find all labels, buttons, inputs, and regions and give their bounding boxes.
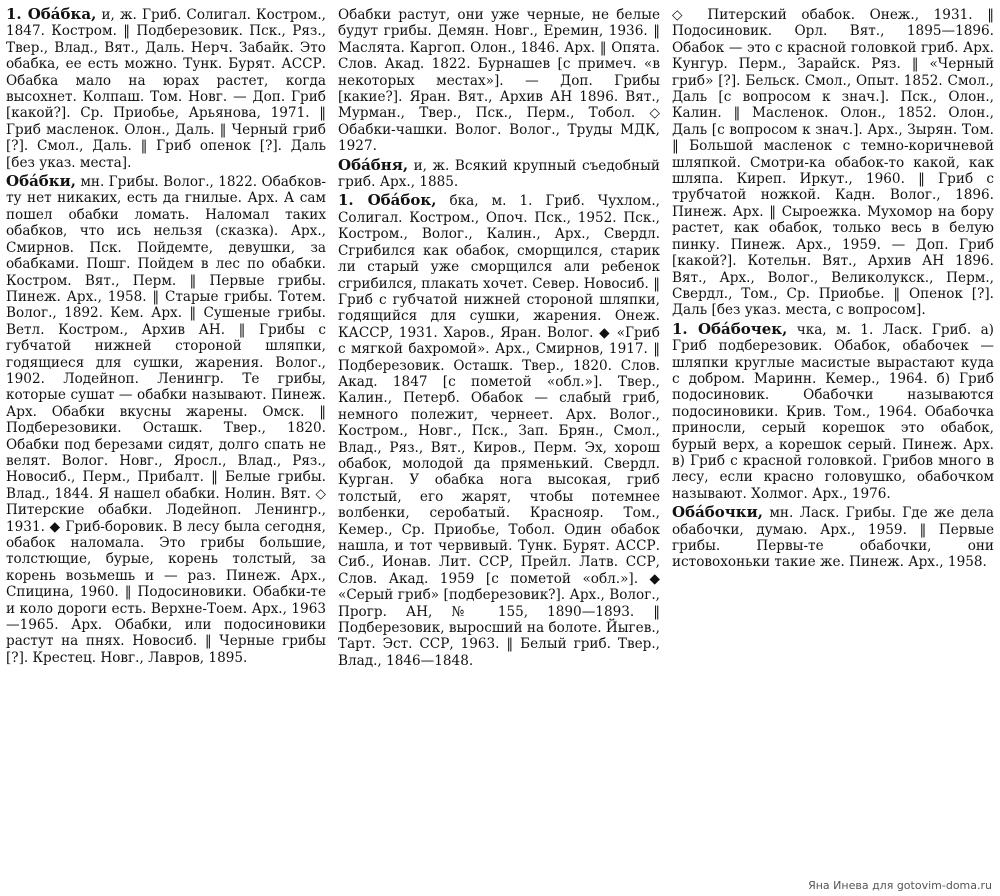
column-2 bbox=[338, 6, 660, 669]
entry-headword: Обáбня, bbox=[338, 155, 409, 174]
entry-body: бка, м. 1. Гриб. Чухлом., Солигал. Костром., Опоч. Пск., 1952. Пск., Костром., Волог., Калин., Арх., Свердл. Сгрибился как обабок, сморщился, старик ли старый уже сморщился али ребенок сгрибился, плакать хочет. Север. Новосиб. ‖ Гриб с губчатой нижней стороной шляпки, годящийся для сушки, жарения. Онеж. КАССР, 1931. Харов., Яран. Волог. ◆ «Гриб с мягкой бахромой». Арх., Смирнов, 1917. ‖ Подберезовик. Осташк. Твер., 1820. Слов. Акад. 1847 [с пометой «обл.»]. Твер., Калин., Петерб. Обабок — слабый гриб, немного полежит, чернеет. Арх. Волог., Костром., Новг., Пск., Зап. Брян., Смол., Влад., Ряз., Вят., Киров., Перм. Эх, хорош обабок, молодой да пряменький. Свердл. Курган. У обабка нога высокая, гриб толстый, его жарят, чтобы потемнее волбенки, серобатый. Краснояр. Том., Кемер., Ср. Приобье, Тобол. Один обабок нашла, и тот червивый. Тунк. Бурят. АССР. Сиб., Ионав. Лит. ССР, Прейл. Латв. ССР, Слов. Акад. 1959 [с пометой «обл.»]. ◆ «Серый гриб» [подберезовик?]. Арх., Волог., Прогр. АН, № 155, 1890—1893. ‖ Подберезовик, выросший на болоте. Йыгев., Тарт. Эст. ССР, 1963. ‖ Белый гриб. Твер., Влад., 1846—1848. bbox=[338, 193, 660, 669]
entry-body: и, ж. Гриб. Солигал. Костром., 1847. Костром. ‖ Подберезовик. Пск., Ряз., Твер., Влад., Вят., Даль. Нерч. Забайк. Это обабка, ее есть можно. Тунк. Бурят. АССР. Обабка мало на юрах растет, когда высохнет. Колпаш. Том. Новг. — Доп. Гриб [какой?]. Ср. Приобье, Арьянова, 1971. ‖ Гриб масленок. Олон., Даль. ‖ Черный гриб [?]. Смол., Даль. ‖ Гриб опенок [?]. Даль [без указ. места]. bbox=[6, 7, 326, 171]
watermark: Яна Инева для gotovim-doma.ru bbox=[808, 879, 992, 892]
column-3 bbox=[672, 6, 994, 571]
entry-obabki bbox=[6, 173, 326, 666]
column-1 bbox=[6, 6, 326, 666]
entry-body: мн. Грибы. Волог., 1822. Обабков-ту нет никаких, есть да гнилые. Арх. А сам пошел обабки ломать. Наломал таких обабков, что ись нельзя (сказка). Арх., Смирнов. Пск. Пойдемте, девушки, за обабками. Пошг. Пойдем в лес по обабки. Костром. Вят., Перм. ‖ Первые грибы. Пинеж. Арх., 1958. ‖ Старые грибы. Тотем. Волог., 1892. Кем. Арх. ‖ Сушеные грибы. Ветл. Костром., Архив АН. ‖ Грибы с губчатой нижней стороной шляпки, годящиеся для сушки, жарения. Волог., 1902. Лодейноп. Ленингр. Те грибы, которые сушат — обабки называют. Пинеж. Арх. Обабки вкусны жарены. Омск. ‖ Подберезовики. Осташк. Твер., 1820. Обабки под березами сидят, долго спать не велят. Волог. Новг., Яросл., Влад., Ряз., Новосиб., Перм., Прибалт. ‖ Белые грибы. Влад., 1844. Я нашел обабки. Нолин. Вят. ◇ Питерские обабки. Лодейноп. Ленингр., 1931. ◆ Гриб-боровик. В лесу была сегодня, обабок наломала. Это грибы большие, толстющие, бурые, корень толстый, за корень возьмешь и — раз. Пинеж. Арх., Спицина, 1960. ‖ Подосиновики. Обабки-те и коло дороги есть. Верхне-Тоем. Арх., 1963—1965. Арх. Обабки, или подосиновики растут на пнях. Новосиб. ‖ Черные грибы [?]. Крестец. Новг., Лавров, 1895. bbox=[6, 174, 326, 666]
entry-headword: 1. Обáбка, bbox=[6, 5, 97, 23]
entry-obabki-continued bbox=[338, 6, 660, 155]
entry-obabochek bbox=[672, 321, 994, 502]
entry-body: Обабки растут, они уже черные, не белые будут грибы. Демян. Новг., Еремин, 1936. ‖ Маслята. Каргоп. Олон., 1846. Арх. ‖ Опята. Слов. Акад. 1822. Бурнашев [с примеч. «в некоторых местах»]. — Доп. Грибы [какие?]. Яран. Вят., Архив АН 1896. Вят., Мурман., Твер., Пск., Перм., Тобол. ◇ Обабки-чашки. Волог. Волог., Труды МДК, 1927. bbox=[338, 7, 660, 155]
entry-headword: Обáбки, bbox=[6, 172, 76, 191]
entry-obabok-continued bbox=[672, 6, 994, 319]
entry-body: мн. Ласк. Грибы. Где же дела обабочки, думаю. Арх., 1959. ‖ Первые грибы. Первы-те обабочки, они истовохоньки такие же. Пинеж. Арх., 1958. bbox=[672, 505, 994, 571]
entry-obabok bbox=[338, 192, 660, 669]
entry-body: и, ж. Всякий крупный съедобный гриб. Арх., 1885. bbox=[338, 157, 660, 191]
entry-headword: 1. Обáбок, bbox=[338, 191, 437, 210]
entry-obabka bbox=[6, 6, 326, 171]
entry-headword: 1. Обáбочек, bbox=[672, 319, 788, 338]
entry-body: чка, м. 1. Ласк. Гриб. а) Гриб подберезовик. Обабок, обабочек — шляпки круглые масистые вырастают куда с добром. Маринн. Кемер., 1964. б) Гриб подосиновик. Обабочки называются подосиновики. Крив. Том., 1964. Обабочка приносли, серый корешок это обабок, бурый верх, а корешок серый. Пинеж. Арх. в) Гриб с красной головкой. Грибов много в лесу, если красно головушко, обабочком называют. Холмог. Арх., 1976. bbox=[672, 321, 994, 502]
entry-obabnya bbox=[338, 157, 660, 191]
entry-body: ◇ Питерский обабок. Онеж., 1931. ‖ Подосиновик. Орл. Вят., 1895—1896. Обабок — это с красной головкой гриб. Арх. Кунгур. Перм., Зарайск. Ряз. ‖ «Черный гриб» [?]. Бельск. Смол., Опыт. 1852. Смол., Даль [с вопросом к знач.]. Пск., Олон., Калин. ‖ Масленок. Олон., 1852. Олон., Даль [с вопросом к знач.]. Арх., Зырян. Том. ‖ Большой масленок с темно-коричневой шляпкой. Смотри-ка обабок-то какой, как шляпа. Киреп. Иркут., 1960. ‖ Гриб с трубчатой ножкой. Кадн. Волог., 1896. Пинеж. Арх. ‖ Сыроежка. Мухомор на бору растет, как обабок, только весь в белую пинку. Пинеж. Арх., 1959. — Доп. Гриб [какой?]. Котельн. Вят., Архив АН 1896. Вят., Арх., Волог., Великолукск., Перм., Свердл., Том., Ср. Приобье. ‖ Опенок [?]. Даль [без указ. места, с вопросом]. bbox=[672, 7, 994, 319]
entry-obabochki bbox=[672, 504, 994, 571]
entry-headword: Обáбочки, bbox=[672, 503, 763, 522]
